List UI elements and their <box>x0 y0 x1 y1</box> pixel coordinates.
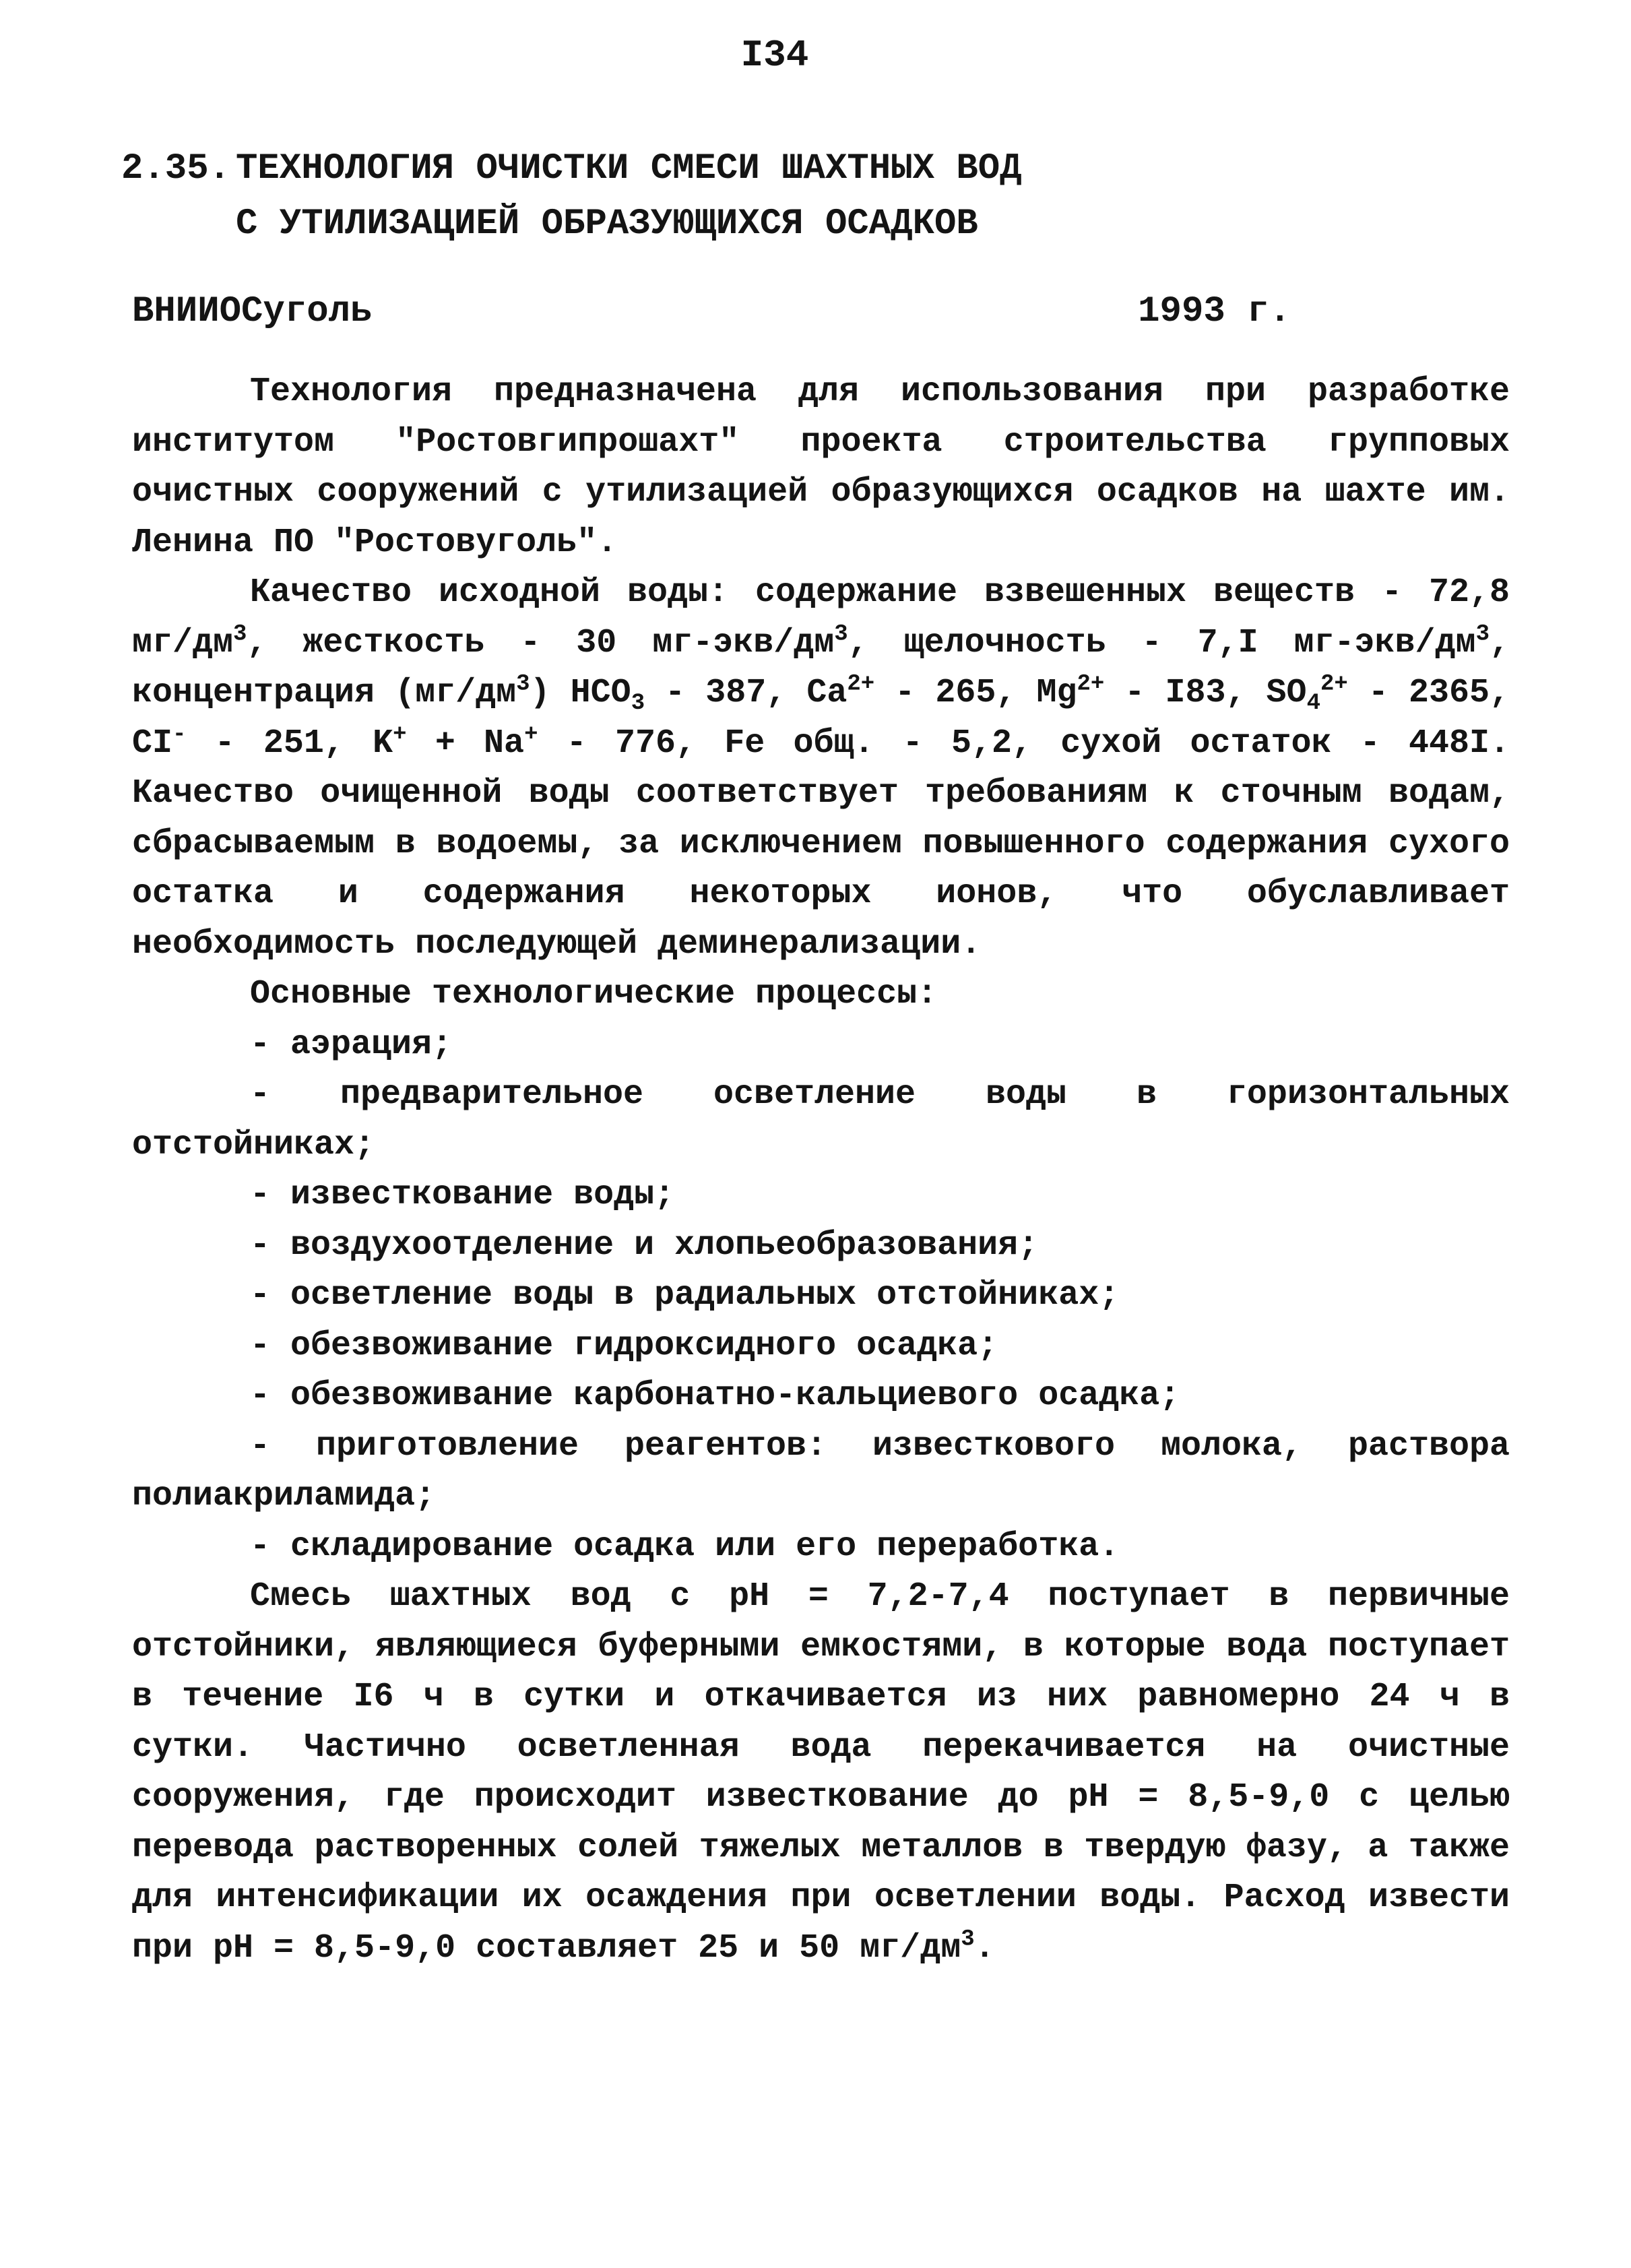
paragraph-purpose: Технология предназначена для использования при разработке институтом "Ростовгипрошахт" проекта строительства групповых очистных сооружений с утилизацией образующихся осадков на шахте им. Ленина ПО "Ростовуголь". <box>132 373 1510 562</box>
superscript: + <box>393 721 407 747</box>
text-run: ) НСО <box>530 674 631 712</box>
list-item: - воздухоотделение и хлопьеобразования; <box>250 1226 1039 1265</box>
text-run: - 387, Са <box>645 674 848 712</box>
text-run: Качество исходной воды: содержание взвешенных веществ - 72,8 мг/дм <box>132 573 1510 662</box>
superscript: 3 <box>834 621 848 647</box>
body-text <box>132 367 1510 1974</box>
page-number: I34 <box>740 34 809 77</box>
source-line <box>132 291 1291 332</box>
text-run: . <box>974 1928 995 1967</box>
list-item: - известкование воды; <box>250 1176 675 1214</box>
heading-line-1: ТЕХНОЛОГИЯ ОЧИСТКИ СМЕСИ ШАХТНЫХ ВОД <box>236 148 1022 189</box>
superscript: 3 <box>961 1926 975 1952</box>
superscript: 2+ <box>1320 671 1348 697</box>
paragraph-process-description <box>132 1572 1510 1974</box>
superscript: 3 <box>1475 621 1490 647</box>
paragraph-water-quality <box>132 568 1510 970</box>
subscript: 3 <box>631 691 645 716</box>
paragraph-processes-intro: Основные технологические процессы: <box>250 975 938 1013</box>
text-run: , щелочность - 7,I мг-экв/дм <box>848 623 1476 662</box>
text-run: - 265, Мg <box>874 674 1077 712</box>
list-item: - складирование осадка или его переработка. <box>250 1527 1120 1566</box>
section-heading <box>121 141 1022 252</box>
list-item: - обезвоживание гидроксидного осадка; <box>250 1326 998 1365</box>
list-item: - предварительное осветление воды в горизонтальных отстойниках; <box>132 1075 1510 1164</box>
section-number: 2.35. <box>121 148 231 189</box>
superscript: 2+ <box>847 671 875 697</box>
list-item: - аэрация; <box>250 1025 453 1064</box>
text-run: - 2365, CI <box>132 674 1510 763</box>
heading-line-2: С УТИЛИЗАЦИЕЙ ОБРАЗУЮЩИХСЯ ОСАДКОВ <box>236 203 978 245</box>
text-run: - 251, K <box>186 724 393 763</box>
text-run: + Na <box>406 724 525 763</box>
text-run: , концентрация (мг/дм <box>132 623 1510 712</box>
text-run: - 776, Fe общ. - 5,2, сухой остаток - 448I. Качество очищенной воды соответствует требованиям к сточным водам, сбрасываемым в водоемы, за исключением повышенного содержания сухого остатка и содержания некоторых ионов, что обуславливает необходимость последующей деминерализации. <box>132 724 1510 964</box>
superscript: - <box>172 721 187 747</box>
superscript: 3 <box>233 621 247 647</box>
list-item: - приготовление реагентов: известкового молока, раствора полиакриламида; <box>132 1426 1510 1515</box>
subscript: 4 <box>1306 691 1320 716</box>
text-run: , жесткость - 30 мг-экв/дм <box>247 623 835 662</box>
superscript: 3 <box>516 671 530 697</box>
year: 1993 г. <box>1138 291 1291 332</box>
list-item: - обезвоживание карбонатно-кальциевого осадка; <box>250 1377 1180 1415</box>
text-run: Смесь шахтных вод с pH = 7,2-7,4 поступает в первичные отстойники, являющиеся буферными емкостями, в которые вода поступает в течение I6 ч в сутки и откачивается из них равномерно 24 ч в сутки. Частично осветленная вода перекачивается на очистные сооружения, где происходит известкование до pH = 8,5-9,0 с целью перевода растворенных солей тяжелых металлов в твердую фазу, а также для интенсификации их осаждения при осветлении воды. Расход извести при pH = 8,5-9,0 составляет 25 и 50 мг/дм <box>132 1577 1510 1967</box>
superscript: + <box>524 721 538 747</box>
text-run: - I83, SO <box>1104 674 1307 712</box>
list-item: - осветление воды в радиальных отстойниках; <box>250 1276 1120 1315</box>
superscript: 2+ <box>1077 671 1105 697</box>
organization: ВНИИОСуголь <box>132 291 373 332</box>
